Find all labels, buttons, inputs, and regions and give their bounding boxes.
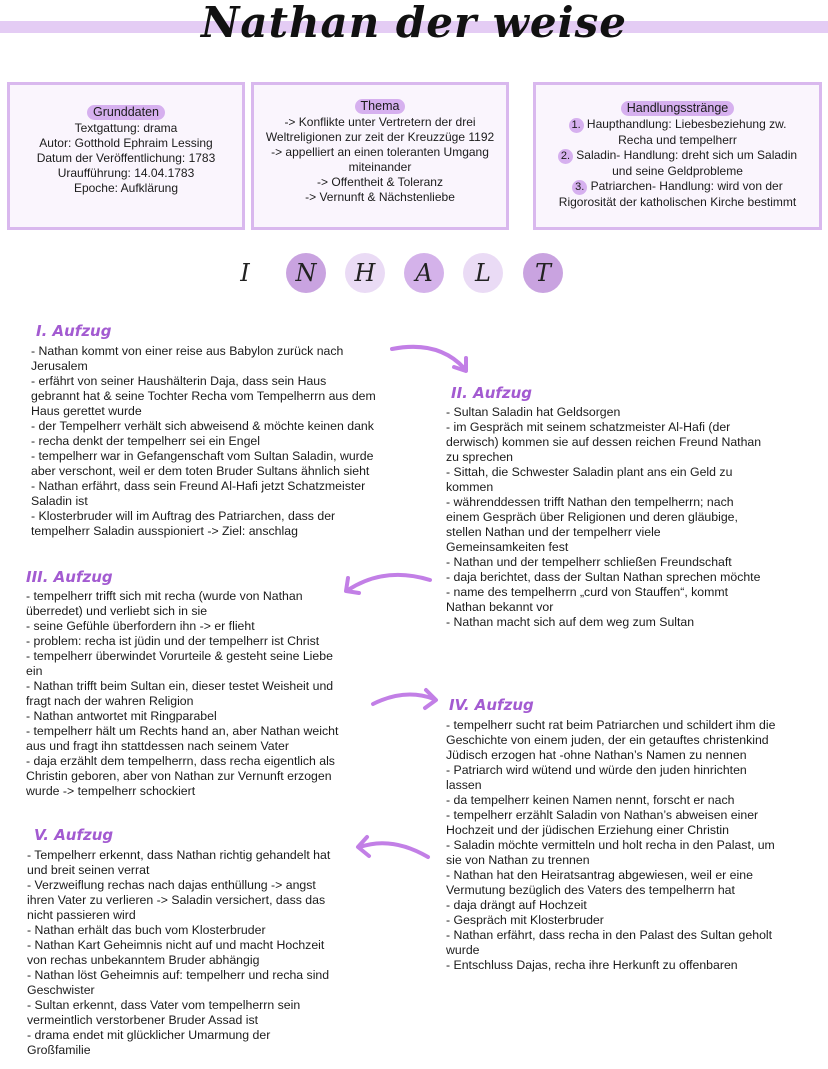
act-1-title: I. Aufzug	[36, 322, 112, 340]
act-line: ihren Vater zu verlieren -> Saladin versichert, dass das	[27, 893, 326, 907]
act-line: vermeintlich verstorbener Bruder Assad ist	[27, 1013, 259, 1027]
thema-line: -> Offentheit & Toleranz	[317, 175, 443, 189]
act-line: Geschichte von einem juden, der ein getauftes christenkind	[446, 733, 769, 747]
act-line: wurde	[446, 943, 480, 957]
act-line: gebrannt hat & seine Tochter Recha vom Tempelherrn aus dem	[31, 389, 376, 403]
act-line: Jerusalem	[31, 359, 88, 373]
act-line: - recha denkt der tempelherr sei ein Engel	[31, 434, 260, 448]
act-line: - der Tempelherr verhält sich abweisend & möchte keinen dank	[31, 419, 374, 433]
number-badge: 1.	[569, 118, 584, 133]
act-line: tempelherr Saladin ausspioniert -> Ziel: anschlag	[31, 524, 298, 538]
arrow-right-icon	[388, 340, 473, 378]
act-line: und breit seinen verrat	[27, 863, 150, 877]
arrow-left-icon	[340, 570, 435, 600]
act-2-title: II. Aufzug	[451, 384, 533, 402]
act-4-title: IV. Aufzug	[449, 696, 534, 714]
act-line: - im Gespräch mit seinem schatzmeister Al-Hafi (der	[446, 420, 731, 434]
act-line: kommen	[446, 480, 494, 494]
act-line: aber verschont, weil er dem toten Bruder Sultans ähnlich sieht	[31, 464, 370, 478]
act-line: Nathan bekannt vor	[446, 600, 554, 614]
act-line: - name des tempelherrn „curd von Stauffen“, kommt	[446, 585, 729, 599]
handlung-item-cont: Rigorosität der katholischen Kirche bestimmt	[558, 195, 797, 209]
act-line: - Sultan erkennt, dass Vater vom tempelherrn sein	[27, 998, 301, 1012]
act-1-body	[31, 344, 376, 539]
handlung-item: 3. Patriarchen- Handlung: wird von der	[536, 179, 819, 195]
act-line: Christin geboren, aber von Nathan zur Vernunft erzogen	[26, 769, 332, 783]
act-line: - Klosterbruder will im Auftrag des Patriarchen, dass der	[31, 509, 336, 523]
act-line: - drama endet mit glücklicher Umarmung der	[27, 1028, 271, 1042]
act-line: - Nathan macht sich auf dem weg zum Sultan	[446, 615, 695, 629]
act-line: Geschwister	[27, 983, 95, 997]
act-line: - tempelherr erzählt Saladin von Nathan’s abweisen einer	[446, 808, 759, 822]
act-line: Vermutung bezüglich des Vaters des tempelherrn hat	[446, 883, 735, 897]
act-line: - Nathan und der tempelherr schließen Freundschaft	[446, 555, 732, 569]
act-line: - Nathan erhält das buch vom Klosterbruder	[27, 923, 266, 937]
number-badge: 2.	[558, 149, 573, 164]
act-line: derwisch) kommen sie auf dessen reichen Freund Nathan	[446, 435, 762, 449]
thema-line: Weltreligionen zur zeit der Kreuzzüge 1192	[265, 130, 495, 144]
act-line: - tempelherr sucht rat beim Patriarchen und schildert ihm die	[446, 718, 776, 732]
act-line: - problem: recha ist jüdin und der tempelherr ist Christ	[26, 634, 320, 648]
act-line: - daja berichtet, dass der Sultan Nathan sprechen möchte	[446, 570, 761, 584]
act-line: - erfährt von seiner Haushälterin Daja, dass sein Haus	[31, 374, 327, 388]
act-line: lassen	[446, 778, 482, 792]
inhalt-heading	[0, 253, 828, 297]
act-line: - Nathan antwortet mit Ringparabel	[26, 709, 217, 723]
grunddaten-heading: Grunddaten	[87, 105, 165, 120]
act-line: zu sprechen	[446, 450, 513, 464]
act-line: - Nathan erfährt, dass recha in den Palast des Sultan geholt	[446, 928, 773, 942]
grunddaten-line: Epoche: Aufklärung	[73, 181, 179, 195]
act-line: wurde -> tempelherr schockiert	[26, 784, 196, 798]
act-line: - tempelherr trifft sich mit recha (wurde von Nathan	[26, 589, 303, 603]
thema-line: -> Vernunft & Nächstenliebe	[305, 190, 455, 204]
grunddaten-line: Uraufführung: 14.04.1783	[57, 166, 195, 180]
inhalt-letter: L	[463, 253, 503, 293]
act-line: Hochzeit und der jüdischen Erziehung einer Christin	[446, 823, 729, 837]
act-line: - seine Gefühle überfordern ihn -> er flieht	[26, 619, 255, 633]
act-line: Gemeinsamkeiten fest	[446, 540, 569, 554]
thema-heading: Thema	[355, 99, 406, 114]
act-line: ein	[26, 664, 43, 678]
act-line: - Verzweiflung rechas nach dajas enthüllung -> angst	[27, 878, 316, 892]
act-3-title: III. Aufzug	[26, 568, 113, 586]
act-line: - Nathan erfährt, dass sein Freund Al-Hafi jetzt Schatzmeister	[31, 479, 366, 493]
act-4-body	[446, 718, 775, 973]
grunddaten-line: Datum der Veröffentlichung: 1783	[36, 151, 216, 165]
act-line: - tempelherr war in Gefangenschaft vom Sultan Saladin, wurde	[31, 449, 374, 463]
handlung-item: 2. Saladin- Handlung: dreht sich um Saladin	[536, 148, 819, 164]
act-line: - Tempelherr erkennt, dass Nathan richtig gehandelt hat	[27, 848, 331, 862]
handlung-item-cont: und seine Geldprobleme	[612, 164, 743, 178]
inhalt-letter: I	[240, 259, 250, 287]
act-line: - daja drängt auf Hochzeit	[446, 898, 587, 912]
inhalt-letter: H	[345, 253, 385, 293]
act-3-body	[26, 589, 338, 799]
act-line: - Gespräch mit Klosterbruder	[446, 913, 604, 927]
act-5-body	[27, 848, 330, 1058]
act-line: - Nathan Kart Geheimnis nicht auf und macht Hochzeit	[27, 938, 325, 952]
act-line: - Saladin möchte vermitteln und holt recha in den Palast, um	[446, 838, 775, 852]
inhalt-letter: A	[404, 253, 444, 293]
inhalt-letter: N	[286, 253, 326, 293]
thema-line: miteinander	[348, 160, 412, 174]
act-line: Saladin ist	[31, 494, 88, 508]
thema-box	[251, 82, 509, 230]
arrow-left-icon	[352, 832, 432, 864]
act-line: fragt nach der wahren Religion	[26, 694, 194, 708]
act-line: - daja erzählt dem tempelherrn, dass recha eigentlich als	[26, 754, 335, 768]
act-line: - tempelherr überwindet Vorurteile & gesteht seine Liebe	[26, 649, 333, 663]
act-line: - da tempelherr keinen Namen nennt, forscht er nach	[446, 793, 735, 807]
act-line: - Patriarch wird wütend und würde den juden hinrichten	[446, 763, 747, 777]
handlung-heading: Handlungsstränge	[621, 101, 734, 116]
act-line: - Nathan kommt von einer reise aus Babylon zurück nach	[31, 344, 344, 358]
act-line: - Sittah, die Schwester Saladin plant ans ein Geld zu	[446, 465, 733, 479]
thema-line: -> Konflikte unter Vertretern der drei	[284, 115, 476, 129]
act-line: stellen Nathan und der tempelherr viele	[446, 525, 661, 539]
act-2-body	[446, 405, 761, 630]
act-line: - Nathan hat den Heiratsantrag abgewiesen, weil er eine	[446, 868, 753, 882]
number-badge: 3.	[572, 180, 587, 195]
act-line: - Nathan trifft beim Sultan ein, dieser testet Weisheit und	[26, 679, 334, 693]
act-line: Großfamilie	[27, 1043, 91, 1057]
handlung-box	[533, 82, 822, 230]
act-line: aus und fragt ihn stattdessen nach seinem Vater	[26, 739, 289, 753]
act-line: - Sultan Saladin hat Geldsorgen	[446, 405, 621, 419]
grunddaten-box	[7, 82, 245, 230]
act-line: - währenddessen trifft Nathan den tempelherrn; nach	[446, 495, 734, 509]
handlung-item-cont: Recha und tempelherr	[618, 133, 737, 147]
act-line: von rechas unbekanntem Bruder abhängig	[27, 953, 260, 967]
thema-line: -> appelliert an einen toleranten Umgang	[271, 145, 489, 159]
act-line: sie von Nathan zu trennen	[446, 853, 590, 867]
act-line: - tempelherr hält um Rechts hand an, aber Nathan weicht	[26, 724, 339, 738]
handlung-item: 1. Haupthandlung: Liebesbeziehung zw.	[536, 117, 819, 133]
page-title: Nathan der weise	[201, 0, 627, 47]
act-line: - Entschluss Dajas, recha ihre Herkunft zu offenbaren	[446, 958, 738, 972]
act-line: nicht passieren wird	[27, 908, 136, 922]
act-5-title: V. Aufzug	[34, 826, 114, 844]
act-line: einem Gespräch über Religionen und deren gläubige,	[446, 510, 738, 524]
act-line: - Nathan löst Geheimnis auf: tempelherr und recha sind	[27, 968, 330, 982]
act-line: überredet) und verliebt sich in sie	[26, 604, 208, 618]
act-line: Haus gerettet wurde	[31, 404, 142, 418]
grunddaten-line: Autor: Gotthold Ephraim Lessing	[39, 136, 213, 150]
act-line: Jüdisch erzogen hat -ohne Nathan’s Namen zu nennen	[446, 748, 747, 762]
inhalt-letter: T	[523, 253, 563, 293]
grunddaten-line: Textgattung: drama	[74, 121, 178, 135]
arrow-right-icon	[370, 686, 442, 716]
